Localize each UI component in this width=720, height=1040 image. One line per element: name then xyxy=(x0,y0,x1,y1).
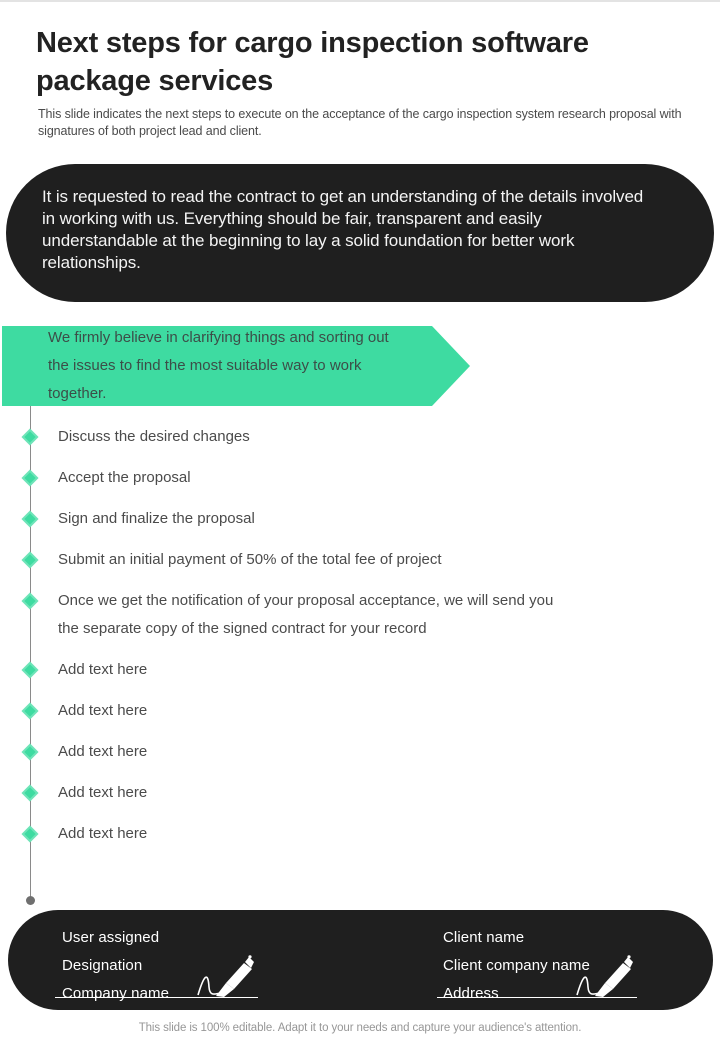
step-text: Once we get the notification of your proposal acceptance, we will send you the separate copy of the signed contract for your record xyxy=(58,592,554,637)
belief-banner-arrow-icon xyxy=(432,326,470,406)
diamond-bullet-icon xyxy=(22,744,39,761)
step-text: Add text here xyxy=(58,743,148,760)
diamond-bullet-icon xyxy=(22,552,39,569)
step-text: Add text here xyxy=(58,825,148,842)
signature-label: Company name xyxy=(62,985,170,1002)
diamond-bullet-icon xyxy=(22,826,39,843)
step-item xyxy=(18,779,598,807)
step-item xyxy=(18,423,598,451)
slide-footer-note: This slide is 100% editable. Adapt it to your needs and capture your audience's attention. xyxy=(138,1022,582,1034)
step-text: Add text here xyxy=(58,702,148,719)
diamond-bullet-icon xyxy=(22,703,39,720)
step-text: Accept the proposal xyxy=(58,469,191,486)
step-item xyxy=(18,820,598,848)
step-item xyxy=(18,546,598,574)
step-item xyxy=(18,738,598,766)
signature-label: Client name xyxy=(443,929,525,946)
contract-note-text: It is requested to read the contract to get an understanding of the details involved in working with us. Everything should be fair, transparent and easily understandable at the beginning to lay a solid foundation for better work relationships. xyxy=(42,187,644,272)
steps-list xyxy=(18,423,598,861)
signature-label: Client company name xyxy=(443,957,590,974)
step-text: Discuss the desired changes xyxy=(58,428,250,445)
step-item xyxy=(18,464,598,492)
pen-signature-icon xyxy=(575,955,639,999)
diamond-bullet-icon xyxy=(22,662,39,679)
diamond-bullet-icon xyxy=(22,785,39,802)
step-item xyxy=(18,587,598,643)
belief-banner-body xyxy=(2,326,432,406)
belief-banner xyxy=(2,326,470,406)
slide-title: Next steps for cargo inspection software package services xyxy=(36,27,589,97)
step-item xyxy=(18,697,598,725)
signature-label: User assigned xyxy=(62,929,160,946)
diamond-bullet-icon xyxy=(22,429,39,446)
step-text: Add text here xyxy=(58,661,148,678)
belief-banner-text: We firmly believe in clarifying things and sorting out the issues to find the most suitable way to work together. xyxy=(48,329,389,402)
timeline-end-dot-icon xyxy=(26,896,35,905)
diamond-bullet-icon xyxy=(22,470,39,487)
step-text: Submit an initial payment of 50% of the total fee of project xyxy=(58,551,442,568)
contract-note-card xyxy=(6,164,714,302)
diamond-bullet-icon xyxy=(22,511,39,528)
signature-card xyxy=(8,910,713,1010)
signature-label: Address xyxy=(443,985,499,1002)
step-text: Add text here xyxy=(58,784,148,801)
step-item xyxy=(18,656,598,684)
signature-right-column xyxy=(443,924,703,1008)
signature-label: Designation xyxy=(62,957,143,974)
pen-signature-icon xyxy=(196,955,260,999)
step-item xyxy=(18,505,598,533)
diamond-bullet-icon xyxy=(22,593,39,610)
step-text: Sign and finalize the proposal xyxy=(58,510,255,527)
signature-left-column xyxy=(62,924,322,1008)
slide-subtitle: This slide indicates the next steps to execute on the acceptance of the cargo inspection system research proposal with signatures of both project lead and client. xyxy=(38,107,682,138)
